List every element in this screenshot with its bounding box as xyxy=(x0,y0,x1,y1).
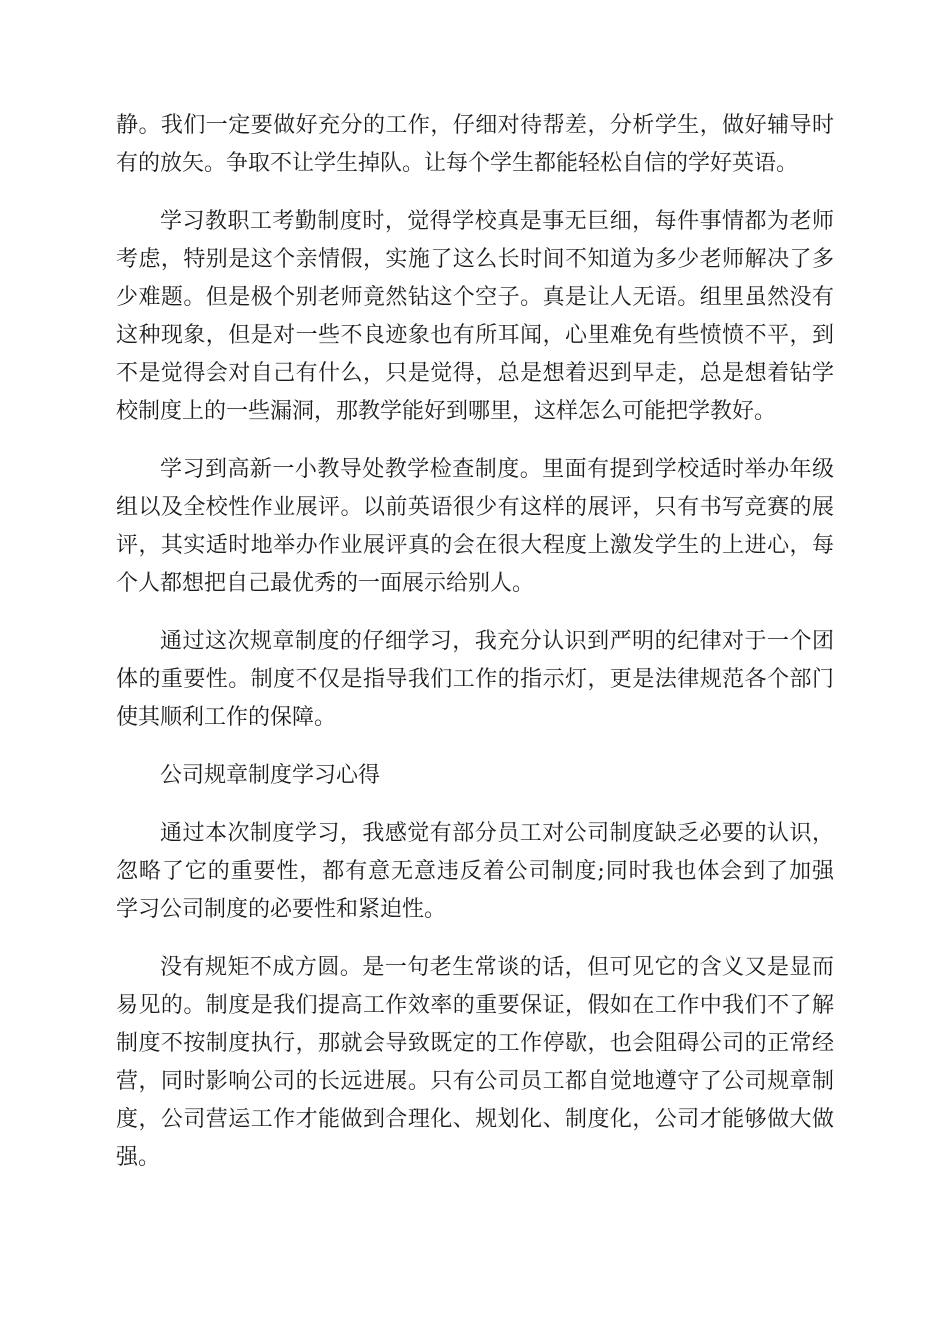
text-line: 学习教职工考勤制度时，觉得学校真是事无巨细，每件事情都为老师 xyxy=(160,209,834,234)
text-line: 静。我们一定要做好充分的工作，仔细对待帮差，分析学生，做好辅导时 xyxy=(116,113,834,138)
text-line: 易见的。制度是我们提高工作效率的重要保证，假如在工作中我们不了解 xyxy=(116,993,834,1018)
text-line: 营，同时影响公司的长远进展。只有公司员工都自觉地遵守了公司规章制 xyxy=(116,1069,834,1094)
text-line: 评，其实适时地举办作业展评真的会在很大程度上激发学生的上进心，每 xyxy=(116,533,834,558)
text-line: 体的重要性。制度不仅是指导我们工作的指示灯，更是法律规范各个部门 xyxy=(116,667,834,692)
text-line: 学习公司制度的必要性和紧迫性。 xyxy=(116,897,447,922)
text-line: 考虑，特别是这个亲情假，实施了这么长时间不知道为多少老师解决了多 xyxy=(116,247,834,272)
text-line: 这种现象，但是对一些不良迹象也有所耳闻，心里难免有些愤愤不平，到 xyxy=(116,323,834,348)
text-line: 忽略了它的重要性，都有意无意违反着公司制度;同时我也体会到了加强 xyxy=(116,859,834,884)
text-line: 校制度上的一些漏洞，那教学能好到哪里，这样怎么可能把学教好。 xyxy=(116,399,777,424)
text-line: 有的放矢。争取不让学生掉队。让每个学生都能轻松自信的学好英语。 xyxy=(116,151,799,176)
text-line: 少难题。但是极个别老师竟然钻这个空子。真是让人无语。组里虽然没有 xyxy=(116,285,834,310)
paragraph-study-summary xyxy=(116,815,834,929)
paragraph-attendance xyxy=(116,203,834,431)
text-line: 通过这次规章制度的仔细学习，我充分认识到严明的纪律对于一个团 xyxy=(160,629,834,654)
text-line: 强。 xyxy=(116,1145,161,1170)
text-line: 学习到高新一小教导处教学检查制度。里面有提到学校适时举办年级 xyxy=(160,457,834,482)
text-line: 度，公司营运工作才能做到合理化、规划化、制度化，公司才能够做大做 xyxy=(116,1107,834,1132)
paragraph-continuation xyxy=(116,107,834,183)
heading-line: 公司规章制度学习心得 xyxy=(160,763,381,788)
text-line: 不是觉得会对自己有什么，只是觉得，总是想着迟到早走，总是想着钻学 xyxy=(116,361,834,386)
text-line: 使其顺利工作的保障。 xyxy=(116,705,337,730)
paragraph-discipline xyxy=(116,623,834,737)
section-heading xyxy=(116,757,834,795)
document-body xyxy=(116,107,834,1197)
text-line: 组以及全校性作业展评。以前英语很少有这样的展评，只有书写竞赛的展 xyxy=(116,495,834,520)
paragraph-rules-importance xyxy=(116,949,834,1177)
text-line: 没有规矩不成方圆。是一句老生常谈的话，但可见它的含义又是显而 xyxy=(160,955,834,980)
paragraph-teaching-inspection xyxy=(116,451,834,603)
text-line: 制度不按制度执行，那就会导致既定的工作停歇，也会阻碍公司的正常经 xyxy=(116,1031,834,1056)
text-line: 个人都想把自己最优秀的一面展示给别人。 xyxy=(116,571,535,596)
text-line: 通过本次制度学习，我感觉有部分员工对公司制度缺乏必要的认识， xyxy=(160,821,834,846)
